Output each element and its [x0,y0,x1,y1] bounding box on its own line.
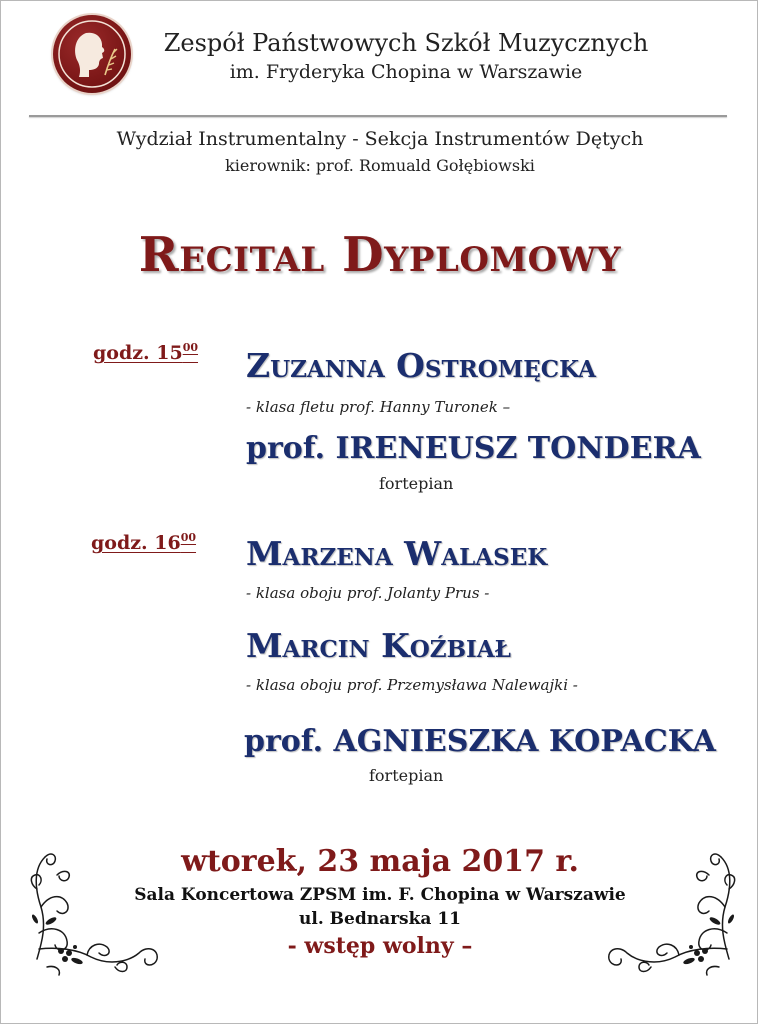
performer-name: Marcin Koźbiał [246,626,511,665]
floral-ornament-right-icon [603,849,739,979]
session-2-time [91,531,196,554]
performer-class: - klasa oboju prof. Jolanty Prus - [246,584,490,602]
school-logo-icon [53,15,131,93]
accompanist-name: prof. AGNIESZKA KOPACKA [244,724,716,759]
session-1-time-sup: 00 [182,341,199,354]
event-venue: Sala Koncertowa ZPSM im. F. Chopina w Warszawie [134,885,626,905]
event-date: wtorek, 23 maja 2017 r. [181,844,579,879]
accompanist-instrument: fortepian [379,474,454,493]
free-entry-note: - wstęp wolny – [287,933,473,959]
session-1-time-label: godz. 15 [93,342,183,364]
accompanist-instrument: fortepian [369,766,444,785]
session-1-time [93,341,198,364]
session-2-time-label: godz. 16 [91,532,181,554]
recital-title: Recital Dyplomowy [138,227,622,283]
performer-class: - klasa oboju prof. Przemysława Nalewajki - [246,676,578,694]
department-head: kierownik: prof. Romuald Gołębiowski [225,156,535,175]
session-2-time-sup: 00 [180,531,197,544]
school-subtitle: im. Fryderyka Chopina w Warszawie [229,61,583,83]
school-name: Zespół Państwowych Szkół Muzycznych [163,29,649,57]
floral-ornament-left-icon [27,849,163,979]
header-divider [29,115,727,117]
department-line: Wydział Instrumentalny - Sekcja Instrumentów Dętych [116,128,644,150]
performer-name: Marzena Walasek [246,534,548,573]
accompanist-name: prof. IRENEUSZ TONDERA [246,431,701,466]
performer-name: Zuzanna Ostromęcka [246,346,596,385]
event-address: ul. Bednarska 11 [299,909,461,929]
performer-class: - klasa fletu prof. Hanny Turonek – [246,398,511,416]
